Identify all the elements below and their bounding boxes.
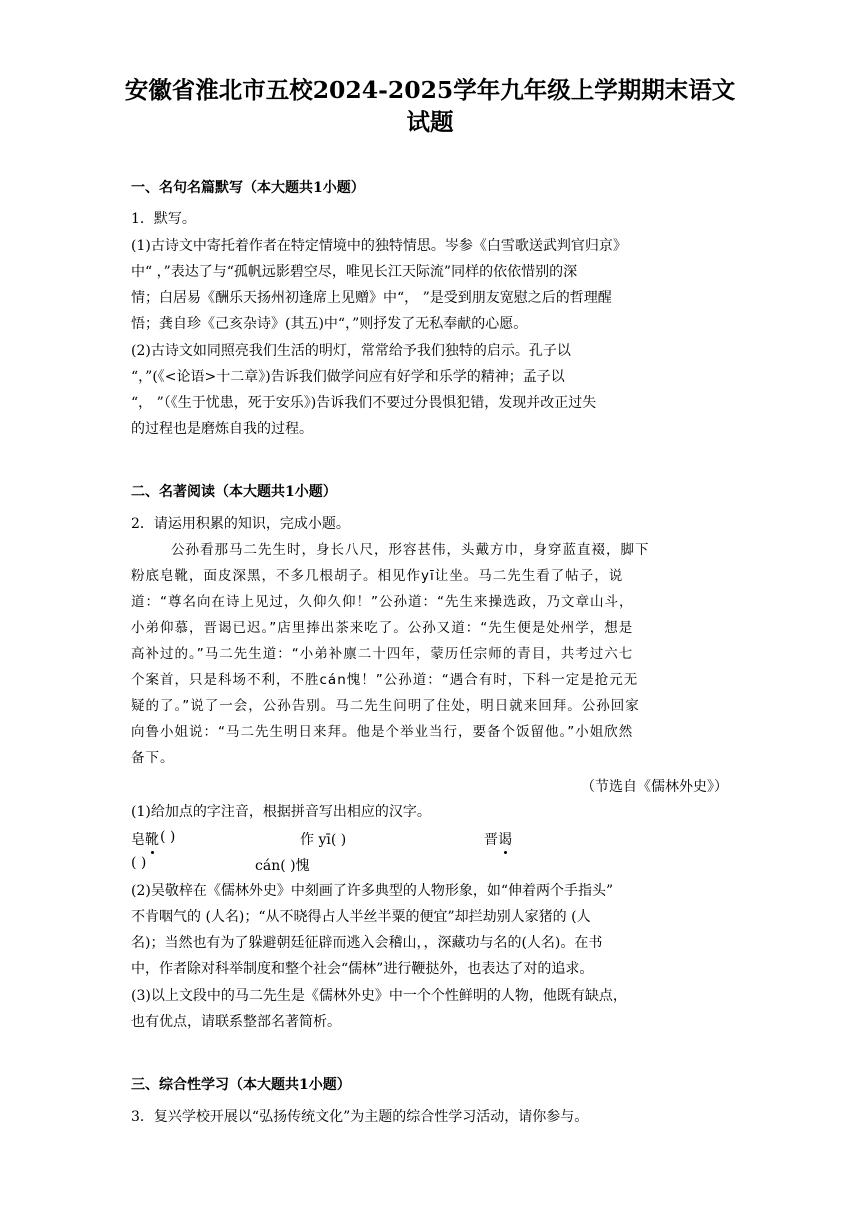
q1-text-line: (2)古诗文如同照亮我们生活的明灯，常常给予我们独特的启示。孔子以 xyxy=(131,343,571,359)
q1-text-line: “，”(《<论语>十二章》)告诉我们做学问应有好学和乐学的精神；孟子以 xyxy=(131,369,565,385)
section-heading-1: 一、名句名篇默写（本大题共1小题） xyxy=(131,180,365,196)
fill-a-prefix: 皂 xyxy=(131,832,145,848)
q1-text-line: “， ”（《生于忧患，死于安乐》)告诉我们不要过分畏惧犯错，发现并改正过失 xyxy=(131,395,597,411)
fill-c-prefix: 晋 xyxy=(484,832,498,848)
sub-question-2-line: 不肯咽气的 (人名)；“从不晓得占人半丝半粟的便宜”却拦劫别人家猪的 (人 xyxy=(131,909,591,925)
passage-line: 个案首，只是科场不利，不胜cán愧！”公孙道：“遇合有时，下科一定是抢元无 xyxy=(131,672,639,688)
q1-text-line: 悟；龚自珍《己亥杂诗》(其五)中“，”则抒发了无私奉献的心愿。 xyxy=(131,316,528,332)
q1-text-line: 情；白居易《酬乐天扬州初逢席上见赠》中“， ”是受到朋友宽慰之后的哲理醒 xyxy=(131,290,612,306)
fill-a-dotted-char: 靴 xyxy=(145,829,159,849)
sub-question-3-line: 也有优点，请联系整部名著简析。 xyxy=(131,1014,341,1030)
question-3-intro: 3．复兴学校开展以“弘扬传统文化”为主题的综合性学习活动，请你参与。 xyxy=(131,1109,589,1125)
passage-line: 高补过的。”马二先生道：“小弟补廪二十四年，蒙历任宗师的青目，共考过六七 xyxy=(131,646,634,662)
fill-a-blank[interactable]: ( ) xyxy=(160,829,176,845)
section-heading-3: 三、综合性学习（本大题共1小题） xyxy=(131,1077,351,1093)
passage-line: 道：“尊名向在诗上见过，久仰久仰！”公孙道：“先生来操选政，乃文章山斗， xyxy=(131,594,634,610)
title-line-1: 安徽省淮北市五校2024-2025学年九年级上学期期末语文 xyxy=(124,76,736,104)
q1-text-line: 中“ ，”表达了与“孤帆远影碧空尽，唯见长江天际流”同样的依依惜别的深 xyxy=(131,264,578,280)
sub-question-3-line: (3)以上文段中的马二先生是《儒林外史》中一个个性鲜明的人物，他既有缺点， xyxy=(131,988,627,1004)
document-title xyxy=(100,74,760,138)
question-2-intro: 2．请运用积累的知识，完成小题。 xyxy=(131,516,350,532)
sub-question-2-line: (2)吴敬梓在《儒林外史》中刻画了许多典型的人物形象，如“伸着两个手指头” xyxy=(131,883,614,899)
title-line-2: 试题 xyxy=(406,108,454,136)
passage-source: （节选自《儒林外史》） xyxy=(581,779,728,795)
fill-c-dotted-char: 谒 xyxy=(498,829,512,849)
passage-line: 小弟仰慕，晋谒已迟。”店里捧出茶来吃了。公孙又道：“先生便是处州学，想是 xyxy=(131,620,634,636)
question-1-intro: 1．默写。 xyxy=(131,211,196,227)
passage-line: 向鲁小姐说：“马二先生明日来拜。他是个举业当行，要备个饭留他。”小姐欣然 xyxy=(131,724,634,740)
passage-line: 疑的了。”说了一会，公孙告别。马二先生问明了住处，明日就来回拜。公孙回家 xyxy=(131,698,640,714)
sub-question-1: (1)给加点的字注音，根据拼音写出相应的汉字。 xyxy=(131,804,431,820)
fill-d-blank[interactable]: ( ) xyxy=(131,855,147,871)
section-heading-2: 二、名著阅读（本大题共1小题） xyxy=(131,484,337,500)
passage-line: 备下。 xyxy=(131,750,175,766)
sub-question-2-line: 名)；当然也有为了躲避朝廷征辟而逃入会稽山，，深藏功与名的(人名)。在书 xyxy=(131,935,603,951)
passage-line: 公孙看那马二先生时，身长八尺，形容甚伟，头戴方巾，身穿蓝直裰，脚下 xyxy=(171,542,650,558)
sub-question-2-line: 中，作者除对科举制度和整个社会“儒林”进行鞭挞外，也表达了对的追求。 xyxy=(131,961,594,977)
fill-e-blank[interactable]: cán( )愧 xyxy=(255,858,310,874)
passage-line: 粉底皂靴，面皮深黑，不多几根胡子。相见作yī让坐。马二先生看了帖子，说 xyxy=(131,568,624,584)
q1-text-line: (1)古诗文中寄托着作者在特定情境中的独特情思。岑参《白雪歌送武判官归京》 xyxy=(131,238,627,254)
q1-text-line: 的过程也是磨炼自我的过程。 xyxy=(131,421,313,437)
fill-b-blank[interactable]: 作 yī( ) xyxy=(300,832,347,848)
